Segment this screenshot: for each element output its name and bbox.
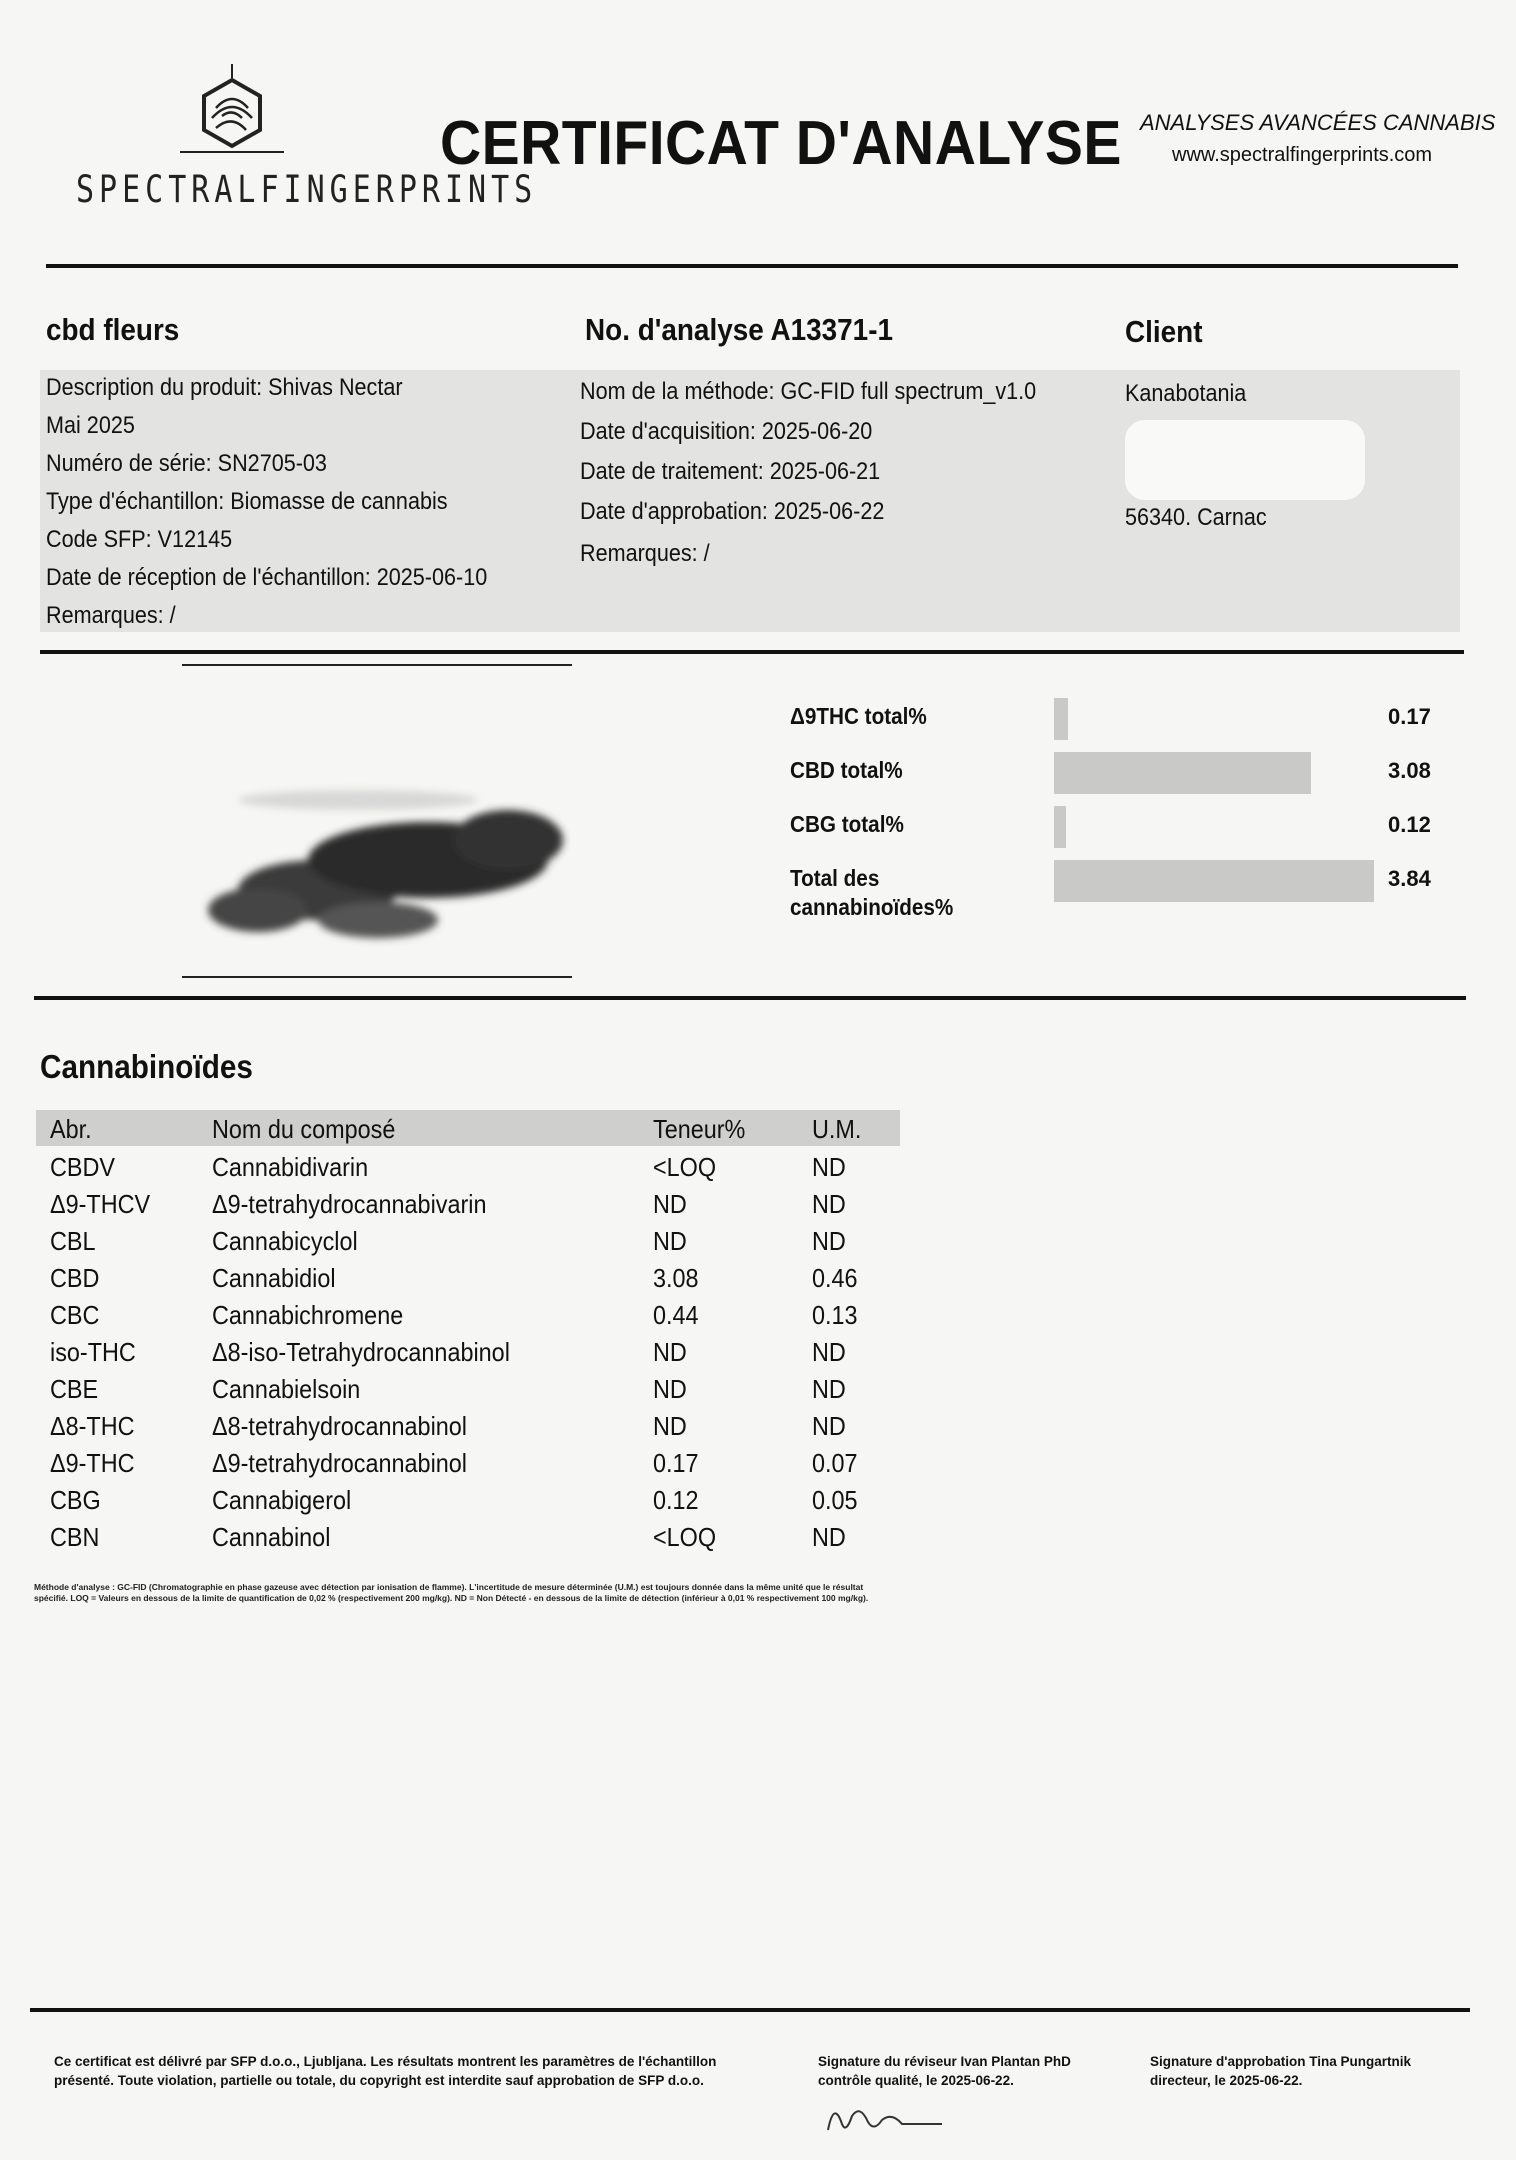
col-header-compound: Nom du composé bbox=[212, 1114, 396, 1144]
summary-label: Total des cannabinoïdes% bbox=[790, 865, 954, 920]
cell-compound: Δ8-iso-Tetrahydrocannabinol bbox=[212, 1337, 510, 1367]
sample-photo bbox=[178, 660, 570, 980]
company-logo bbox=[60, 60, 538, 212]
cannabis-flower-icon bbox=[178, 660, 570, 980]
cell-compound: Δ9-tetrahydrocannabivarin bbox=[212, 1189, 487, 1219]
product-batch-date: Mai 2025 bbox=[46, 412, 135, 439]
page-title: CERTIFICAT D'ANALYSE bbox=[440, 109, 1122, 178]
cell-uncertainty: ND bbox=[812, 1522, 846, 1552]
method-name: Nom de la méthode: GC-FID full spectrum_v1.0 bbox=[580, 378, 1037, 405]
summary-value: 3.08 bbox=[1388, 758, 1431, 783]
summary-value: 0.12 bbox=[1388, 812, 1431, 837]
cell-compound: Cannabigerol bbox=[212, 1485, 352, 1515]
processing-date: Date de traitement: 2025-06-21 bbox=[580, 458, 881, 485]
cell-uncertainty: ND bbox=[812, 1374, 846, 1404]
cell-compound: Δ8-tetrahydrocannabinol bbox=[212, 1411, 467, 1441]
summary-bar bbox=[1054, 806, 1066, 848]
cell-uncertainty: 0.07 bbox=[812, 1448, 858, 1478]
summary-label: Δ9THC total% bbox=[790, 703, 927, 729]
brand-name: SPECTRALFINGERPRINTS bbox=[76, 168, 538, 212]
cell-abbr: CBD bbox=[50, 1263, 100, 1293]
cell-content: ND bbox=[653, 1226, 687, 1256]
reception-date: Date de réception de l'échantillon: 2025-06-10 bbox=[46, 564, 488, 591]
summary-value: 3.84 bbox=[1388, 866, 1431, 891]
cell-content: <LOQ bbox=[653, 1522, 717, 1552]
product-description: Description du produit: Shivas Nectar bbox=[46, 374, 403, 401]
col-header-uncertainty: U.M. bbox=[812, 1114, 862, 1144]
approver-signature-text: Signature d'approbation Tina Pungartnik directeur, le 2025-06-22. bbox=[1150, 2054, 1411, 2088]
table-header-background bbox=[36, 1110, 900, 1146]
client-name: Kanabotania bbox=[1125, 380, 1247, 407]
cell-content: 0.44 bbox=[653, 1300, 699, 1330]
cell-compound: Cannabielsoin bbox=[212, 1374, 361, 1404]
divider bbox=[46, 264, 1458, 268]
acquisition-date: Date d'acquisition: 2025-06-20 bbox=[580, 418, 873, 445]
cell-abbr: CBDV bbox=[50, 1152, 116, 1182]
cell-uncertainty: ND bbox=[812, 1226, 846, 1256]
reviewer-signature-text: Signature du réviseur Ivan Plantan PhD contrôle qualité, le 2025-06-22. bbox=[818, 2054, 1071, 2088]
footer-disclaimer: Ce certificat est délivré par SFP d.o.o., Ljubljana. Les résultats montrent les paramètres de l'échantillon présenté. Toute violation, partielle ou totale, du copyright est interdite sauf approbation de SFP d.o.o. bbox=[54, 2054, 717, 2088]
col-header-content: Teneur% bbox=[653, 1114, 746, 1144]
cell-uncertainty: ND bbox=[812, 1411, 846, 1441]
website-link[interactable]: www.spectralfingerprints.com bbox=[1172, 144, 1433, 166]
cell-uncertainty: ND bbox=[812, 1337, 846, 1367]
cell-compound: Cannabidivarin bbox=[212, 1152, 369, 1182]
col-header-abbr: Abr. bbox=[50, 1114, 92, 1144]
cell-abbr: Δ9-THC bbox=[50, 1448, 135, 1478]
cell-content: <LOQ bbox=[653, 1152, 717, 1182]
analysis-remarks: Remarques: / bbox=[580, 540, 710, 567]
approval-date: Date d'approbation: 2025-06-22 bbox=[580, 498, 885, 525]
fingerprint-hexagon-icon bbox=[60, 60, 390, 170]
summary-bar bbox=[1054, 860, 1374, 902]
cell-uncertainty: ND bbox=[812, 1152, 846, 1182]
method-footnote: Méthode d'analyse : GC-FID (Chromatographie en phase gazeuse avec détection par ionisation de flamme). L'incertitude de mesure déterminée (U.M.) est toujours donnée dans la même unité que le résultat spécifié. LOQ = Valeurs en dessous de la limite de quantification de 0,02 % (respectivement 200 mg/kg). ND = Non Détecté - en dessous de la limite de détection (inférieur à 0,01 % respectivement 100 mg/kg). bbox=[34, 1582, 869, 1603]
section-title: Cannabinoïdes bbox=[40, 1048, 253, 1085]
cell-abbr: iso-THC bbox=[50, 1337, 136, 1367]
summary-value: 0.17 bbox=[1388, 704, 1431, 729]
cell-content: 0.12 bbox=[653, 1485, 699, 1515]
cell-content: ND bbox=[653, 1374, 687, 1404]
summary-bar bbox=[1054, 752, 1311, 794]
product-remarks: Remarques: / bbox=[46, 602, 176, 629]
cell-content: 3.08 bbox=[653, 1263, 699, 1293]
divider bbox=[40, 650, 1464, 654]
cell-abbr: CBE bbox=[50, 1374, 99, 1404]
cell-compound: Cannabinol bbox=[212, 1522, 331, 1552]
cell-uncertainty: 0.46 bbox=[812, 1263, 858, 1293]
summary-label: CBD total% bbox=[790, 757, 903, 783]
divider bbox=[34, 996, 1466, 1000]
cell-uncertainty: 0.05 bbox=[812, 1485, 858, 1515]
cell-compound: Cannabidiol bbox=[212, 1263, 336, 1293]
cell-content: ND bbox=[653, 1189, 687, 1219]
cell-compound: Cannabichromene bbox=[212, 1300, 404, 1330]
serial-number: Numéro de série: SN2705-03 bbox=[46, 450, 327, 477]
cell-compound: Cannabicyclol bbox=[212, 1226, 358, 1256]
cell-abbr: CBC bbox=[50, 1300, 100, 1330]
cell-abbr: Δ8-THC bbox=[50, 1411, 135, 1441]
redacted-address bbox=[1125, 420, 1365, 500]
cell-abbr: CBL bbox=[50, 1226, 96, 1256]
handwritten-signature-icon bbox=[820, 2090, 960, 2140]
summary-label: CBG total% bbox=[790, 811, 904, 837]
cell-content: ND bbox=[653, 1411, 687, 1441]
cell-compound: Δ9-tetrahydrocannabinol bbox=[212, 1448, 467, 1478]
cell-abbr: CBG bbox=[50, 1485, 101, 1515]
cell-content: 0.17 bbox=[653, 1448, 699, 1478]
cell-abbr: Δ9-THCV bbox=[50, 1189, 151, 1219]
cell-uncertainty: 0.13 bbox=[812, 1300, 858, 1330]
analysis-number: No. d'analyse A13371-1 bbox=[585, 312, 894, 347]
summary-bar bbox=[1054, 698, 1068, 740]
divider bbox=[30, 2008, 1470, 2012]
cell-uncertainty: ND bbox=[812, 1189, 846, 1219]
client-address: 56340. Carnac bbox=[1125, 504, 1267, 531]
cell-abbr: CBN bbox=[50, 1522, 100, 1552]
product-heading: cbd fleurs bbox=[46, 312, 180, 347]
cell-content: ND bbox=[653, 1337, 687, 1367]
client-heading: Client bbox=[1125, 314, 1203, 349]
sfp-code: Code SFP: V12145 bbox=[46, 526, 233, 553]
tagline: ANALYSES AVANCÉES CANNABIS bbox=[1140, 110, 1496, 135]
sample-type: Type d'échantillon: Biomasse de cannabis bbox=[46, 488, 448, 515]
